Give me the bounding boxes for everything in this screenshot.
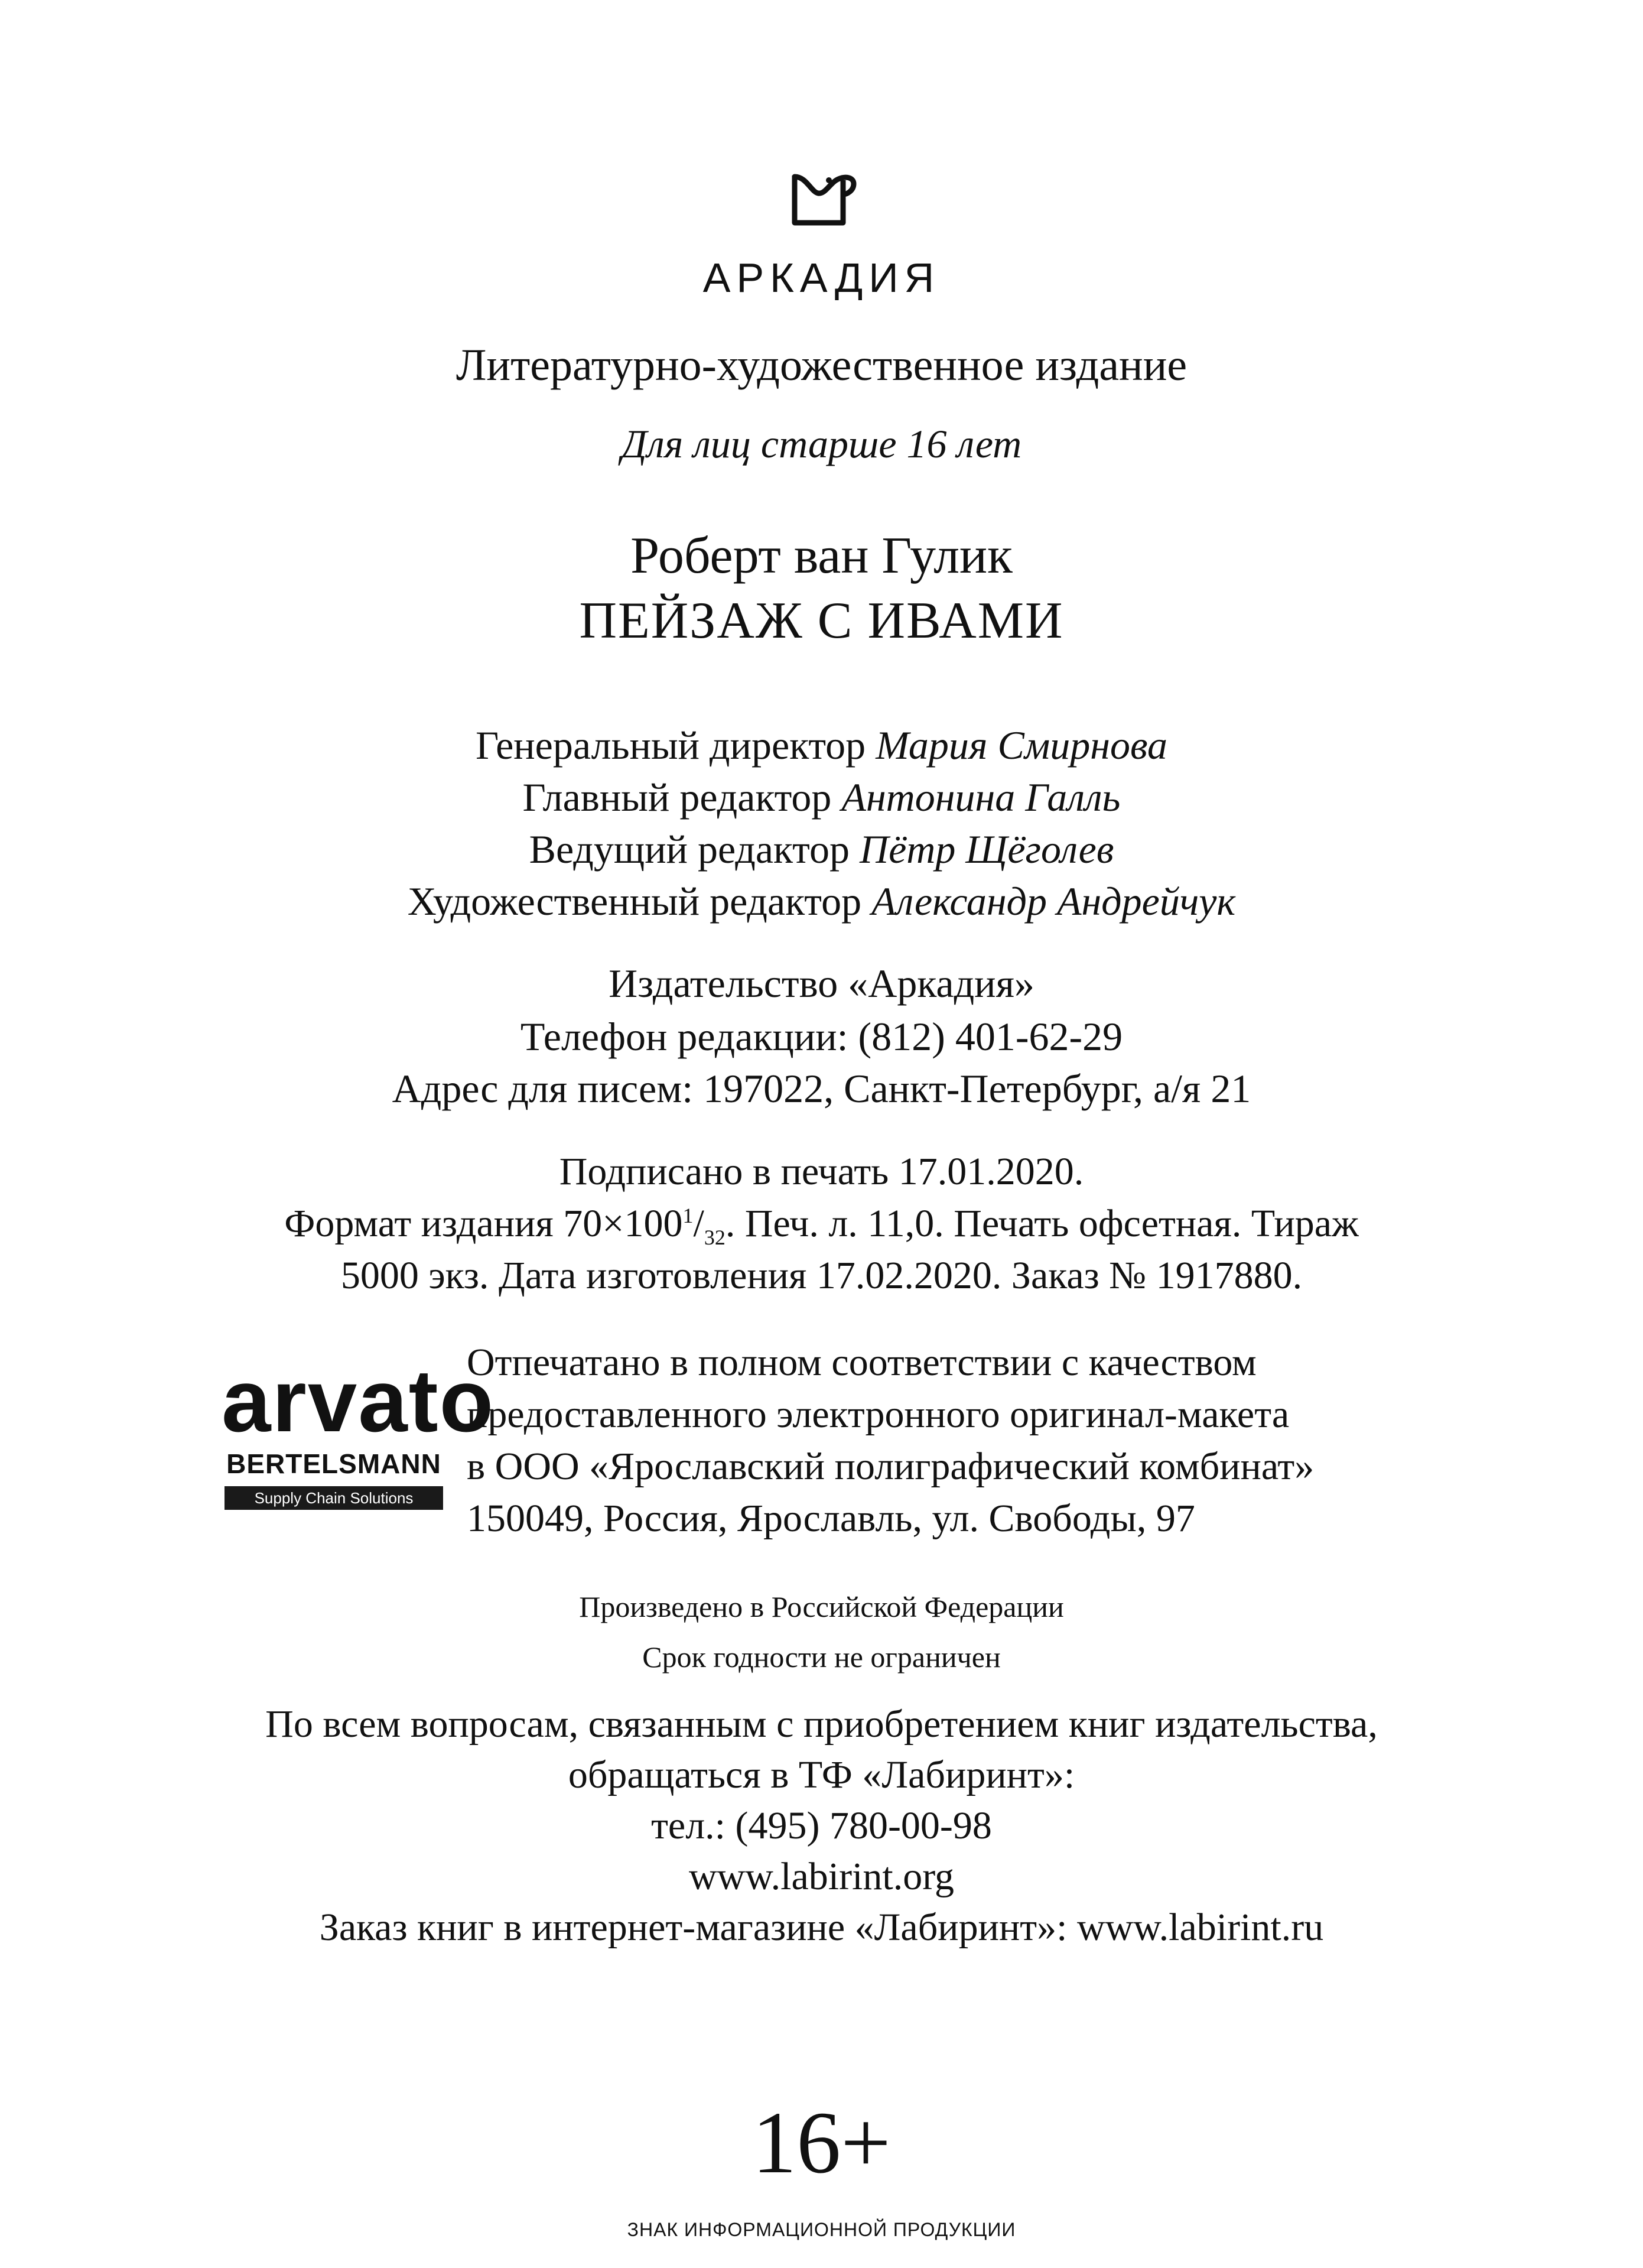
staff-line <box>0 774 1643 821</box>
age-rating: 16+ <box>752 2094 891 2192</box>
arvato-wordmark: arvato <box>222 1351 495 1450</box>
age-rating-caption: ЗНАК ИНФОРМАЦИОННОЙ ПРОДУКЦИИ <box>627 2219 1016 2240</box>
arvato-bertelsmann-logo <box>222 1351 495 1513</box>
author-name: Роберт ван Гулик <box>630 527 1013 584</box>
print-run-line: 5000 экз. Дата изготовления 17.02.2020. Заказ № 1917880. <box>340 1254 1303 1297</box>
format-line-start: Формат издания 70×100 <box>284 1202 683 1245</box>
mailing-address: Адрес для писем: 197022, Санкт-Петербург, а/я 21 <box>392 1066 1251 1111</box>
staff-role: Художественный редактор <box>407 879 862 924</box>
editorial-phone: Телефон редакции: (812) 401-62-29 <box>520 1014 1123 1059</box>
staff-line <box>0 878 1643 925</box>
contact-website: www.labirint.org <box>688 1855 955 1898</box>
printer-info-line: в ООО «Ярославский полиграфический комбинат» <box>467 1445 1315 1488</box>
signed-to-print: Подписано в печать 17.01.2020. <box>559 1150 1084 1193</box>
contact-phone: тел.: (495) 780-00-98 <box>651 1804 992 1847</box>
format-fraction-num: 1 <box>682 1204 694 1227</box>
shelf-life: Срок годности не ограничен <box>642 1640 1001 1674</box>
contact-line: По всем вопросам, связанным с приобретением книг издательства, <box>265 1702 1378 1746</box>
staff-name: Антонина Галль <box>841 775 1121 820</box>
book-title: ПЕЙЗАЖ С ИВАМИ <box>579 592 1064 649</box>
staff-role: Ведущий редактор <box>529 827 850 872</box>
made-in-russia: Произведено в Российской Федерации <box>579 1590 1064 1623</box>
contact-order-line: Заказ книг в интернет-магазине «Лабиринт»: www.labirint.ru <box>319 1906 1324 1949</box>
age-note: Для лиц старше 16 лет <box>621 421 1022 466</box>
printer-info-line: 150049, Россия, Ярославль, ул. Свободы, 97 <box>467 1497 1195 1540</box>
staff-line <box>0 826 1643 873</box>
format-fraction-den: 32 <box>704 1226 725 1250</box>
printer-info-line: Отпечатано в полном соответствии с качеством <box>467 1341 1257 1384</box>
supply-chain-tagline: Supply Chain Solutions <box>225 1486 443 1510</box>
publisher-name: Издательство «Аркадия» <box>609 961 1034 1006</box>
publisher-brand: АРКАДИЯ <box>702 255 941 301</box>
staff-role: Главный редактор <box>522 775 832 820</box>
format-line-end: . Печ. л. 11,0. Печать офсетная. Тираж <box>725 1202 1359 1245</box>
staff-name: Мария Смирнова <box>876 723 1168 768</box>
staff-name: Пётр Щёголев <box>860 827 1114 872</box>
staff-line <box>0 722 1643 769</box>
bertelsmann-wordmark: BERTELSMANN <box>226 1448 441 1479</box>
arkadia-logo-icon <box>782 157 864 239</box>
staff-name: Александр Андрейчук <box>871 879 1236 924</box>
contact-line: обращаться в ТФ «Лабиринт»: <box>568 1753 1075 1796</box>
printer-info-line: предоставленного электронного оригинал-макета <box>467 1393 1290 1436</box>
edition-type: Литературно-художественное издание <box>456 340 1187 390</box>
format-line: Формат издания $70\times 100^1/_{32}$. Печ. л. 11,0. Печать офсетная. Тираж <box>284 1202 1359 1250</box>
staff-role: Генеральный директор <box>475 723 866 768</box>
